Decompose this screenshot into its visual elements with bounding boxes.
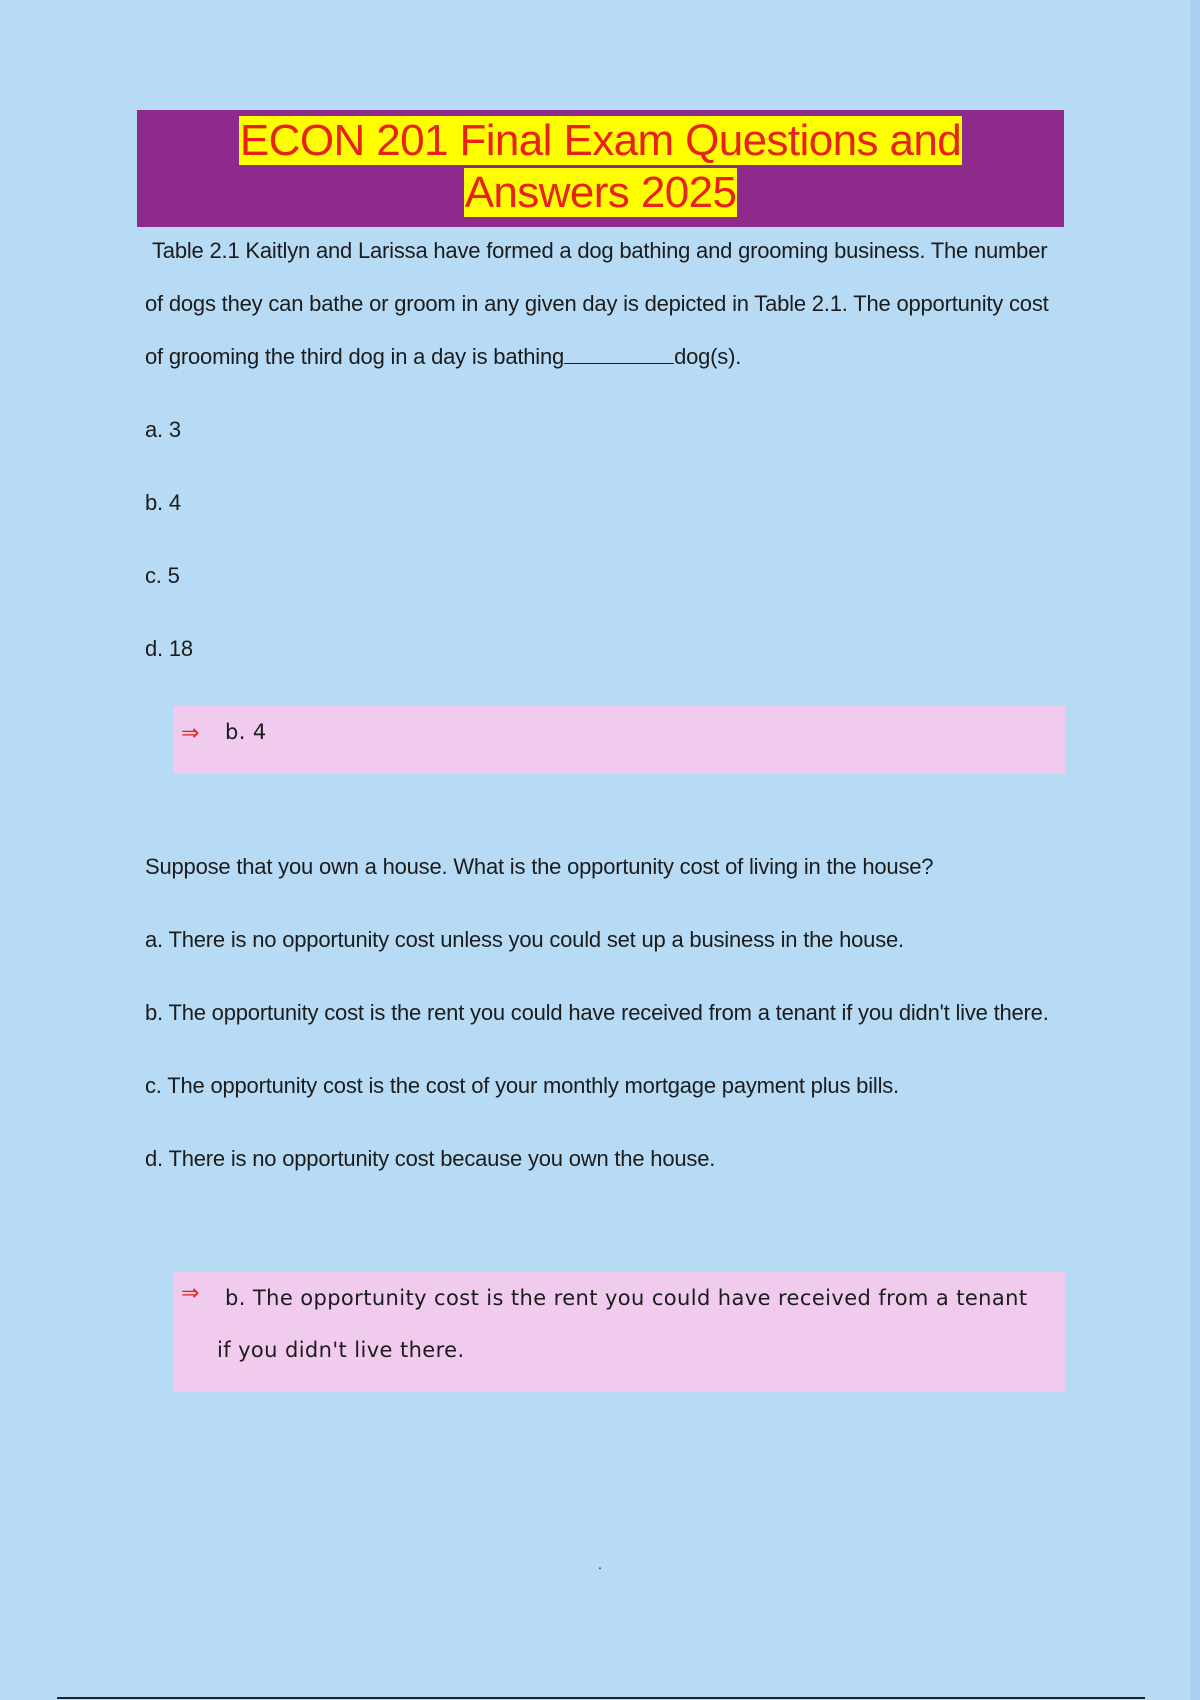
answer-blank bbox=[564, 345, 674, 364]
title-banner bbox=[137, 110, 1064, 227]
bottom-divider bbox=[57, 1697, 1145, 1699]
option-d: d. There is no opportunity cost because you own the house. bbox=[145, 1146, 716, 1171]
arrow-right-icon: ⇒ bbox=[181, 1280, 200, 1305]
answer-box-1 bbox=[173, 706, 1065, 774]
option-a: a. There is no opportunity cost unless you could set up a business in the house. bbox=[145, 927, 904, 952]
question-1-text bbox=[145, 224, 1065, 383]
page-edge-strip bbox=[1190, 0, 1200, 1700]
question-1-stem: Table 2.1 Kaitlyn and Larissa have formed a dog bathing and grooming business. The number of dogs they can bathe or groom in any given day is depicted in Table 2.1. The opportunity cost of grooming the third dog in a day is bathing bbox=[145, 238, 1049, 369]
option-a: a. 3 bbox=[145, 417, 181, 442]
arrow-right-icon: ⇒ bbox=[181, 720, 200, 745]
answer-box-2 bbox=[173, 1272, 1065, 1392]
question-2 bbox=[145, 840, 1065, 1185]
option-c: c. The opportunity cost is the cost of your monthly mortgage payment plus bills. bbox=[145, 1073, 899, 1098]
option-b: b. 4 bbox=[145, 490, 181, 515]
title-line-1: ECON 201 Final Exam Questions and bbox=[239, 116, 962, 165]
page-title bbox=[239, 115, 962, 219]
answer-2-text: b. The opportunity cost is the rent you could have received from a tenant if you didn't live there. bbox=[217, 1286, 1028, 1362]
option-c: c. 5 bbox=[145, 563, 180, 588]
option-b: b. The opportunity cost is the rent you could have received from a tenant if you didn't live there. bbox=[145, 1000, 1049, 1025]
title-line-2: Answers 2025 bbox=[464, 168, 737, 217]
option-d: d. 18 bbox=[145, 636, 193, 661]
question-2-text: Suppose that you own a house. What is the opportunity cost of living in the house? bbox=[145, 854, 934, 879]
question-1 bbox=[145, 224, 1065, 675]
answer-1-text: b. 4 bbox=[225, 720, 267, 744]
footer-dot: . bbox=[598, 1556, 602, 1572]
question-1-stem-end: dog(s). bbox=[674, 344, 742, 369]
